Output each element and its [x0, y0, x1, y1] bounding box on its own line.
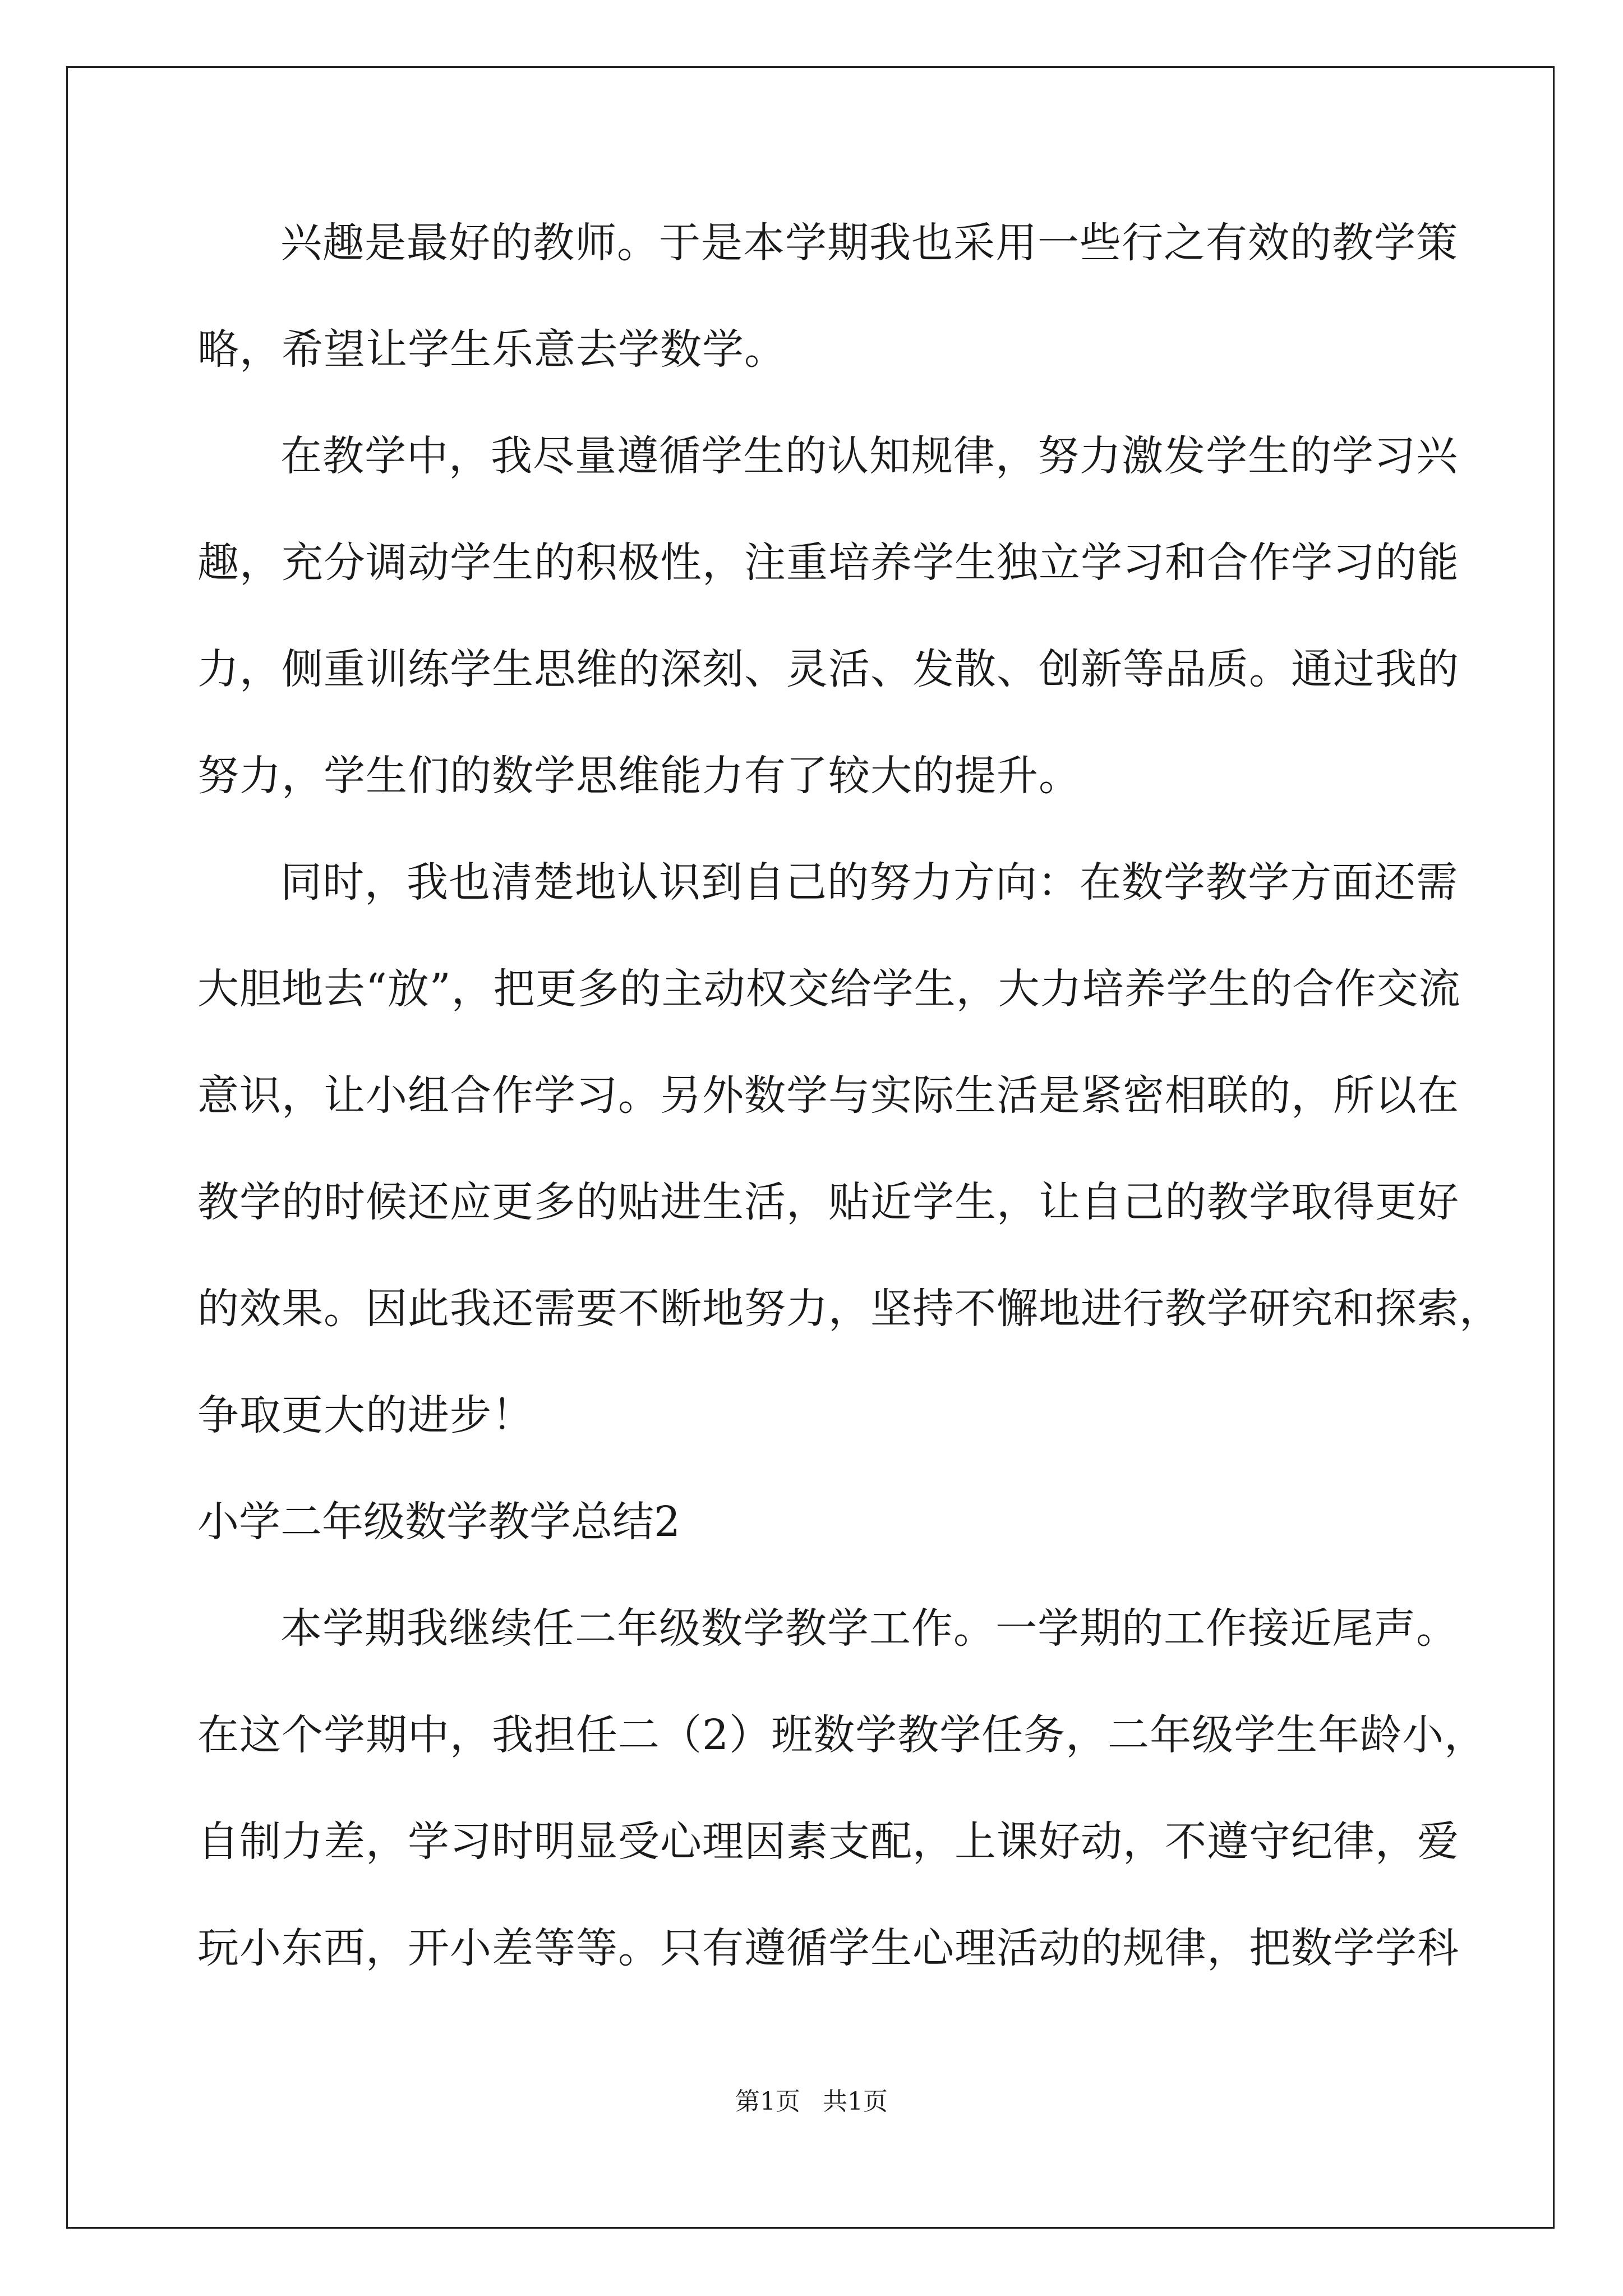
text-line: 略，希望让学生乐意去学数学。 — [197, 325, 786, 374]
page-number-total: 共1页 — [823, 2087, 888, 2116]
page-footer — [0, 2081, 1623, 2117]
text-line: 大胆地去“放”，把更多的主动权交给学生，大力培养学生的合作交流 — [197, 965, 1461, 1013]
text-line: 努力，学生们的数学思维能力有了较大的提升。 — [197, 752, 1081, 800]
document-body — [197, 212, 1501, 2024]
section-heading: 小学二年级数学教学总结2 — [197, 1498, 681, 1546]
text-line: 本学期我继续任二年级数学教学工作。一学期的工作接近尾声。 — [280, 1604, 1458, 1653]
text-line: 的效果。因此我还需要不断地努力，坚持不懈地进行教学研究和探索， — [197, 1285, 1501, 1333]
text-line: 教学的时候还应更多的贴进生活，贴近学生，让自己的教学取得更好 — [197, 1178, 1459, 1226]
text-line: 意识，让小组合作学习。另外数学与实际生活是紧密相联的，所以在 — [197, 1071, 1459, 1120]
text-line: 兴趣是最好的教师。于是本学期我也采用一些行之有效的教学策 — [280, 219, 1458, 267]
text-line: 趣，充分调动学生的积极性，注重培养学生独立学习和合作学习的能 — [197, 539, 1459, 587]
text-line: 玩小东西，开小差等等。只有遵循学生心理活动的规律，把数学学科 — [197, 1924, 1459, 1972]
text-line: 自制力差，学习时明显受心理因素支配，上课好动，不遵守纪律，爱 — [197, 1818, 1459, 1866]
text-line: 力，侧重训练学生思维的深刻、灵活、发散、创新等品质。通过我的 — [197, 645, 1459, 693]
text-line: 在这个学期中，我担任二（2）班数学教学任务，二年级学生年龄小， — [197, 1711, 1487, 1759]
page-number-current: 第1页 — [735, 2087, 800, 2116]
text-line: 在教学中，我尽量遵循学生的认知规律，努力激发学生的学习兴 — [280, 432, 1458, 480]
text-line: 争取更大的进步！ — [197, 1391, 534, 1439]
text-line: 同时，我也清楚地认识到自己的努力方向：在数学教学方面还需 — [280, 858, 1458, 907]
